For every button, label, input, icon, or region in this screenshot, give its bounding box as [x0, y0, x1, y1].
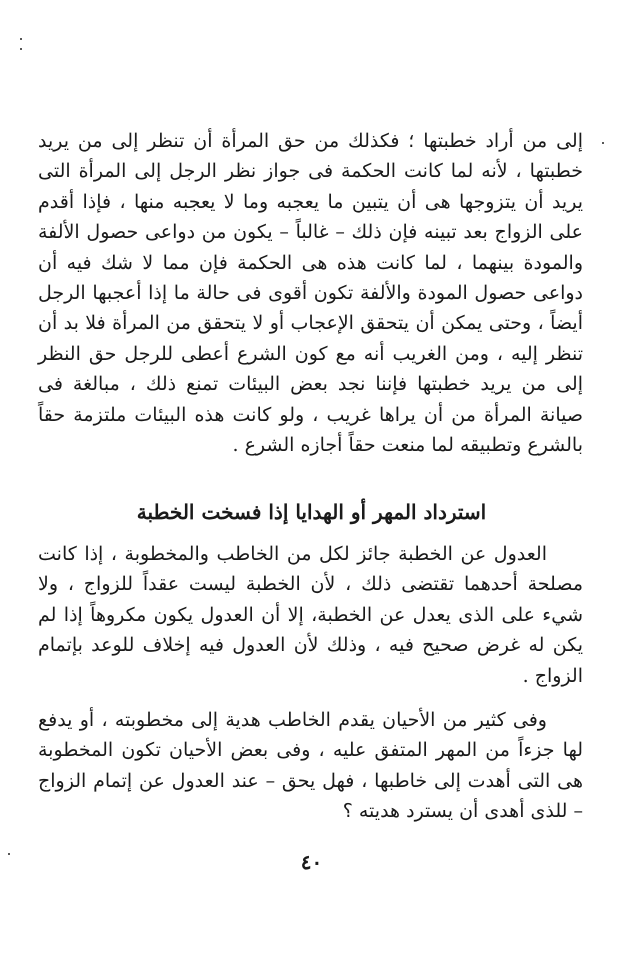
body-paragraph-3: وفى كثير من الأحيان يقدم الخاطب هدية إلى مخطوبته ، أو يدفع لها جزءاً من المهر المتفق عليه ، وفى بعض الأحيان تكون المخطوبة هى التى أهدت إلى خاطبها ، فهل يحق – عند العدول عن إتمام الزواج – للذى أهدى أن يسترد هديته ؟: [38, 709, 583, 823]
body-paragraph-1: إلى من أراد خطبتها ؛ فكذلك من حق المرأة أن تنظر إلى من يريد خطبتها ، لأنه لما كانت الحكمة فى جواز نظر الرجل إلى المرأة التى يريد أن يتزوجها هى أن يتبين ما يعجبه وما لا يعجبه منها ، فإذا أقدم على الزواج بعد تبينه فإن ذلك – غالباً – يكون من دواعى حصول الألفة والمودة بينهما ، لما كانت هذه هى الحكمة فإن مما لا شك فيه أن دواعى حصول المودة والألفة تكون أقوى فى حالة ما إذا أعجبها الرجل أيضاً ، وحتى يمكن أن يتحقق الإعجاب أو لا يتحقق من المرأة فلا بد أن تنظر إليه ، ومن الغريب أنه مع كون الشرع أعطى للرجل حق النظر إلى من يريد خطبتها فإننا نجد بعض البيئات تمنع ذلك ، مبالغة فى صيانة المرأة من أن يراها غريب ، ولو كانت هذه البيئات ملتزمة حقاً بالشرع وتطبيقه لما منعت حقاً أجازه الشرع .: [38, 130, 583, 457]
scan-speck: [20, 38, 22, 40]
scan-speck: [602, 142, 604, 144]
scan-speck: [20, 48, 22, 50]
section-heading: استرداد المهر أو الهدايا إذا فسخت الخطبة: [136, 500, 487, 524]
page-number: ٤٠: [300, 850, 323, 874]
body-paragraph-2: العدول عن الخطبة جائز لكل من الخاطب والمخطوبة ، إذا كانت مصلحة أحدهما تقتضى ذلك ، لأن الخطبة ليست عقداً للزواج ، ولا شيء على الذى يعدل عن الخطبة، إلا أن العدول يكون مكروهاً إذا لم يكن له غرض صحيح فيه ، وذلك لأن العدول فيه إخلاف للوعد بإتمام الزواج .: [38, 543, 583, 687]
